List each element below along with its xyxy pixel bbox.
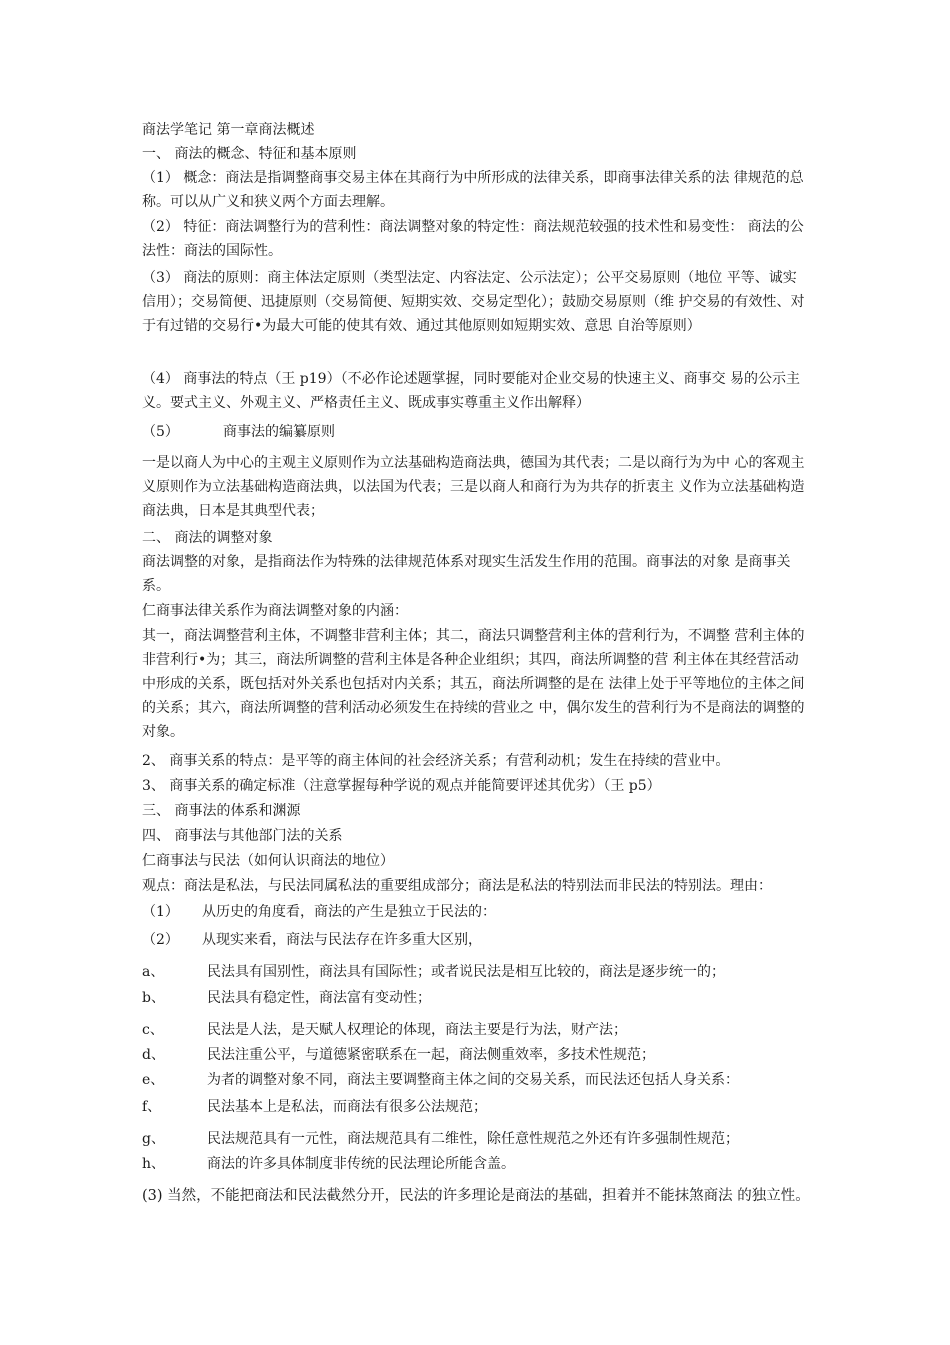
paragraph-commerce-civil: 仁商事法与民法（如何认识商法的地位） xyxy=(142,853,394,869)
list-item xyxy=(142,1043,810,1067)
paragraph-principles: （3） 商法的原则：商主体法定原则（类型法定、内容法定、公示法定）；公平交易原则（地位 平等、诚实信用）；交易简便、迅捷原则（交易简便、短期实效、交易定型化）；鼓励交易原则（维 护交易的有效性、对于有过错的交易行•为最大可能的使其有效、通过其他原则如短期实效、意思 自治等原则） xyxy=(142,270,805,334)
list-item xyxy=(142,1068,810,1092)
paragraph-viewpoint: 观点：商法是私法，与民法同属私法的重要组成部分；商法是私法的特别法而非民法的特别法。理由： xyxy=(142,878,772,894)
list-item xyxy=(142,1152,810,1176)
item-label: （2） xyxy=(142,932,179,948)
reason-item xyxy=(142,900,810,924)
list-item xyxy=(142,986,810,1010)
list-item xyxy=(142,1127,810,1151)
paragraph-conclusion: (3) 当然，不能把商法和民法截然分开，民法的许多理论是商法的基础，担着并不能抹煞商法 的独立性。 xyxy=(142,1188,810,1204)
paragraph-connotation-heading: 仁商事法律关系作为商法调整对象的内涵： xyxy=(142,603,408,619)
reason-item xyxy=(142,928,810,952)
paragraph-relation-features: 2、 商事关系的特点：是平等的商主体间的社会经济关系；有营利动机；发生在持续的营业中。 xyxy=(142,753,730,769)
item-text: 商法的许多具体制度非传统的民法理论所能含盖。 xyxy=(207,1156,515,1172)
section-2-heading: 二、 商法的调整对象 xyxy=(142,530,273,546)
item-label: f、 xyxy=(142,1099,162,1115)
list-item xyxy=(142,1095,810,1119)
item-text: 从现实来看，商法与民法存在许多重大区别， xyxy=(202,932,482,948)
item-text: 从历史的角度看，商法的产生是独立于民法的： xyxy=(202,904,496,920)
item-label: h、 xyxy=(142,1156,166,1172)
section-1-heading: 一、 商法的概念、特征和基本原则 xyxy=(142,146,357,162)
item-text: 商事法的编纂原则 xyxy=(223,424,335,440)
item-text: 民法注重公平，与道德紧密联系在一起，商法侧重效率，多技术性规范； xyxy=(207,1047,655,1063)
paragraph-relation-criteria: 3、 商事关系的确定标准（注意掌握每种学说的观点并能简要评述其优劣）（王 p5） xyxy=(142,778,661,794)
paragraph-connotation: 其一，商法调整营利主体，不调整非营利主体；其二，商法只调整营利主体的营利行为，不调整 营利主体的非营利行•为；其三，商法所调整的营利主体是各种企业组织；其四，商法所调整的营 利主体在其经营活动中形成的关系，既包括对外关系也包括对内关系；其五，商法所调整的是在 法律上处于平等地位的主体之间的关系；其六，商法所调整的营利活动必须发生在持续的营业之 中，偶尔发生的营利行为不是商法的调整的对象。 xyxy=(142,628,805,740)
item-text: 民法规范具有一元性，商法规范具有二维性，除任意性规范之外还有许多强制性规范； xyxy=(207,1131,739,1147)
item-label: （1） xyxy=(142,904,179,920)
item-text: 民法具有稳定性，商法富有变动性； xyxy=(207,990,431,1006)
item-label: g、 xyxy=(142,1131,165,1147)
item-text: 民法具有国别性，商法具有国际性；或者说民法是相互比较的，商法是逐步统一的； xyxy=(207,964,725,980)
paragraph-codification: 一是以商人为中心的主观主义原则作为立法基础构造商法典，德国为其代表；二是以商行为为中 心的客观主义原则作为立法基础构造商法典，以法国为代表；三是以商人和商行为为共存的折衷主 义作为立法基础构造商法典，日本是其典型代表； xyxy=(142,455,805,519)
list-item xyxy=(142,960,810,984)
item-label: d、 xyxy=(142,1047,165,1063)
item-label: e、 xyxy=(142,1072,165,1088)
item-label: b、 xyxy=(142,990,165,1006)
paragraph-codification-heading xyxy=(142,420,810,444)
item-label: a、 xyxy=(142,964,165,980)
item-label: （5） xyxy=(142,424,179,440)
section-3-heading: 三、 商事法的体系和渊源 xyxy=(142,803,301,819)
doc-title: 商法学笔记 第一章商法概述 xyxy=(142,122,315,138)
paragraph-object: 商法调整的对象，是指商法作为特殊的法律规范体系对现实生活发生作用的范围。商事法的对象 是商事关系。 xyxy=(142,554,791,594)
section-4-heading: 四、 商事法与其他部门法的关系 xyxy=(142,828,343,844)
paragraph-concept: （1） 概念：商法是指调整商事交易主体在其商行为中所形成的法律关系，即商事法律关系的法 律规范的总称。可以从广义和狭义两个方面去理解。 xyxy=(142,170,804,210)
item-text: 民法是人法，是天赋人权理论的体现，商法主要是行为法，财产法； xyxy=(207,1022,627,1038)
item-text: 为者的调整对象不同，商法主要调整商主体之间的交易关系，而民法还包括人身关系： xyxy=(207,1072,739,1088)
item-label: c、 xyxy=(142,1022,164,1038)
list-item xyxy=(142,1018,810,1042)
item-text: 民法基本上是私法，而商法有很多公法规范； xyxy=(207,1099,487,1115)
paragraph-features: （2） 特征：商法调整行为的营利性：商法调整对象的特定性：商法规范较强的技术性和易变性： 商法的公法性：商法的国际性。 xyxy=(142,219,804,259)
paragraph-characteristics: （4） 商事法的特点（王 p19）（不必作论述题掌握，同时要能对企业交易的快速主义、商事交 易的公示主义。要式主义、外观主义、严格责任主义、既成事实尊重主义作出解释） xyxy=(142,371,801,411)
